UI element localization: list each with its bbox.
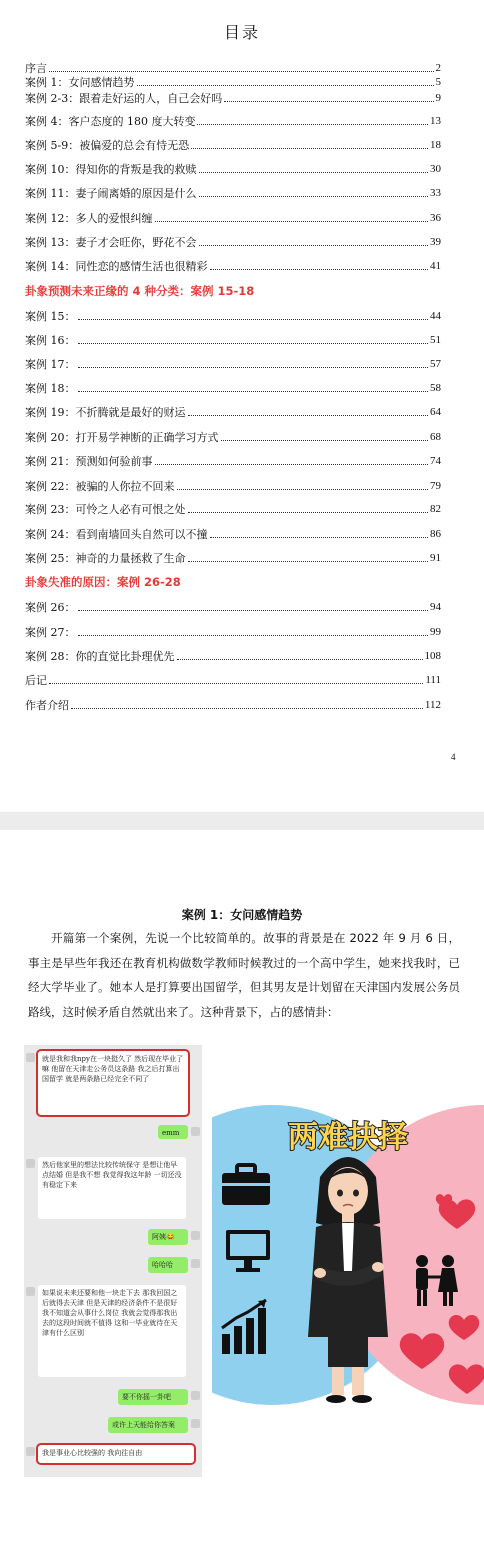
toc-leader-dots — [199, 196, 429, 197]
toc-section-heading[interactable]: 卦象预测未来正缘的 4 种分类：案例 15-18 — [25, 284, 255, 298]
toc-entry[interactable] — [25, 334, 441, 347]
toc-leader-dots — [78, 610, 429, 611]
toc-leader-dots — [78, 319, 429, 320]
toc-entry-label: 案例 12：多人的爱恨纠缠 — [25, 212, 153, 225]
case-page — [0, 830, 484, 1567]
chat-message: 哈哈哈 — [148, 1257, 188, 1273]
chat-message: 阿姨😂 — [148, 1229, 188, 1245]
toc-entry[interactable] — [25, 163, 441, 176]
toc-leader-dots — [177, 489, 429, 490]
toc-entry[interactable] — [25, 236, 441, 249]
toc-leader-dots — [78, 367, 429, 368]
chat-message: 就是我和我npy在一块挺久了 然后现在毕业了嘛 他留在天津走公务员这条路 我之后打算出国留学 就是两条路已经完全不同了 — [38, 1051, 188, 1115]
self-avatar — [191, 1419, 200, 1428]
toc-entry[interactable] — [25, 650, 441, 663]
toc-entry-label: 案例 25：神奇的力量拯救了生命 — [25, 552, 186, 565]
toc-leader-dots — [188, 415, 429, 416]
toc-entry-label: 作者介绍 — [25, 699, 69, 712]
toc-entry[interactable] — [25, 76, 441, 89]
toc-entry[interactable] — [25, 406, 441, 419]
toc-entry-label: 案例 10：得知你的背叛是我的救赎 — [25, 163, 197, 176]
banner-text: 两难抉择 — [288, 1120, 408, 1155]
toc-entry-label: 案例 14：同性恋的感情生活也很精彩 — [25, 260, 208, 273]
toc-leader-dots — [49, 683, 423, 684]
toc-entry[interactable] — [25, 212, 441, 225]
toc-leader-dots — [191, 148, 428, 149]
toc-leader-dots — [221, 440, 429, 441]
dilemma-illustration — [212, 1085, 484, 1425]
chat-message: 要不你摇一卦吧 — [118, 1389, 188, 1405]
toc-entry-page: 74 — [430, 455, 441, 467]
toc-leader-dots — [78, 343, 429, 344]
toc-title: 目录 — [223, 23, 260, 42]
toc-entry-label: 案例 21：预测如何验前事 — [25, 455, 153, 468]
toc-leader-dots — [137, 85, 434, 86]
toc-entry[interactable] — [25, 310, 441, 323]
case-paragraph: 开篇第一个案例，先说一个比较简单的。故事的背景是在 2022 年 9 月 6 日，事主是早些年我还在教育机构做数学教师时候教过的一个高中学生，她来找我时，已经大学毕业了。她本人是打算要出国留学，但其男友是计划留在天津国内发展公务员路线，这时候矛盾自然就出来了。这种背景下，占的感情卦： — [28, 931, 460, 1019]
toc-entry-page: 2 — [435, 62, 441, 74]
toc-entry-page: 51 — [430, 334, 441, 346]
toc-entry[interactable] — [25, 626, 441, 639]
toc-entry-page: 13 — [430, 115, 441, 127]
toc-leader-dots — [155, 464, 429, 465]
toc-leader-dots — [78, 635, 429, 636]
toc-leader-dots — [188, 512, 429, 513]
toc-entry-page: 30 — [430, 163, 441, 175]
self-avatar — [191, 1259, 200, 1268]
toc-entry-label: 案例 1：女问感情趋势 — [25, 76, 135, 89]
toc-entry-label: 案例 4：客户态度的 180 度大转变 — [25, 115, 196, 128]
toc-entry-label: 案例 5-9：被偏爱的总会有恃无恐 — [25, 139, 190, 152]
toc-leader-dots — [197, 124, 428, 125]
toc-entry-label: 案例 15： — [25, 310, 76, 323]
toc-entry[interactable] — [25, 115, 441, 128]
toc-entry-page: 82 — [430, 503, 441, 515]
toc-entry-page: 99 — [430, 626, 441, 638]
self-avatar — [191, 1231, 200, 1240]
toc-entry-page: 36 — [430, 212, 441, 224]
sender-avatar — [26, 1447, 35, 1456]
toc-entry[interactable] — [25, 601, 441, 614]
toc-entry[interactable] — [25, 431, 441, 444]
chat-message: 然后他家里的想法比较传统保守 是想让他早点结婚 但是我不想 我觉得我这年龄 一切还没有稳定下来 — [38, 1157, 186, 1219]
toc-entry-label: 案例 28：你的直觉比卦理优先 — [25, 650, 175, 663]
page-separator — [0, 812, 484, 830]
toc-entry[interactable] — [25, 674, 441, 687]
toc-entry-label: 案例 16： — [25, 334, 76, 347]
toc-entry-label: 案例 11：妻子闹离婚的原因是什么 — [25, 187, 197, 200]
toc-entry[interactable] — [25, 382, 441, 395]
toc-entry-label: 案例 22：被骗的人你拉不回来 — [25, 480, 175, 493]
chat-message: 如果说未来还要和他一块走下去 那我回国之后就得去天津 但是天津的经济条件不是很好 我不知道会从事什么岗位 我就会觉得那我出去的这段时间就不值得 这和一毕业就待在天津有什么区别 — [38, 1285, 186, 1377]
chat-message: emm — [158, 1125, 188, 1139]
toc-entry[interactable] — [25, 480, 441, 493]
sender-avatar — [26, 1287, 35, 1296]
toc-entry[interactable] — [25, 187, 441, 200]
toc-leader-dots — [224, 101, 433, 102]
toc-leader-dots — [199, 172, 429, 173]
toc-entry-page: 33 — [430, 187, 441, 199]
toc-leader-dots — [155, 221, 429, 222]
toc-entry-page: 94 — [430, 601, 441, 613]
toc-entry-page: 86 — [430, 528, 441, 540]
toc-entry-label: 案例 2-3：跟着走好运的人，自己会好吗 — [25, 92, 223, 105]
toc-entry-page: 68 — [430, 431, 441, 443]
toc-entry[interactable] — [25, 552, 441, 565]
toc-entry-label: 序言 — [25, 62, 47, 75]
toc-entry-label: 案例 20：打开易学神断的正确学习方式 — [25, 431, 219, 444]
toc-leader-dots — [78, 391, 429, 392]
toc-entry[interactable] — [25, 92, 441, 105]
toc-leader-dots — [199, 245, 429, 246]
self-avatar — [191, 1127, 200, 1136]
toc-entry-page: 108 — [424, 650, 441, 662]
toc-entry[interactable] — [25, 503, 441, 516]
case-title: 案例 1：女问感情趋势 — [181, 908, 303, 922]
toc-entry-label: 案例 17： — [25, 358, 76, 371]
toc-entry-page: 9 — [435, 92, 441, 104]
toc-entry-page: 111 — [425, 674, 441, 686]
toc-entry-page: 18 — [430, 139, 441, 151]
toc-entry-page: 5 — [435, 76, 441, 88]
toc-leader-dots — [210, 537, 429, 538]
self-avatar — [191, 1391, 200, 1400]
chat-message: 或许上天能给你答案 — [108, 1417, 188, 1433]
toc-section-heading[interactable]: 卦象失准的原因：案例 26-28 — [25, 575, 181, 589]
toc-entry-label: 后记 — [25, 674, 47, 687]
toc-entry-page: 58 — [430, 382, 441, 394]
toc-entry-page: 39 — [430, 236, 441, 248]
toc-entry-page: 57 — [430, 358, 441, 370]
toc-entry-label: 案例 13：妻子才会旺你，野花不会 — [25, 236, 197, 249]
toc-entry-page: 91 — [430, 552, 441, 564]
toc-entry[interactable] — [25, 699, 441, 712]
toc-entry-page: 41 — [430, 260, 441, 272]
toc-entry-page: 64 — [430, 406, 441, 418]
toc-entry[interactable] — [25, 455, 441, 468]
toc-entry-label: 案例 26： — [25, 601, 76, 614]
toc-entry-label: 案例 19：不折腾就是最好的财运 — [25, 406, 186, 419]
toc-leader-dots — [188, 561, 429, 562]
page-number: 4 — [451, 752, 456, 762]
toc-entry-label: 案例 27： — [25, 626, 76, 639]
toc-entry[interactable] — [25, 62, 441, 75]
toc-entry-label: 案例 18： — [25, 382, 76, 395]
chat-message: 我是事业心比较强的 我向往自由 — [38, 1445, 194, 1463]
toc-entry[interactable] — [25, 139, 441, 152]
sender-avatar — [26, 1159, 35, 1168]
toc-entry[interactable] — [25, 260, 441, 273]
toc-entry-label: 案例 24：看到南墙回头自然可以不撞 — [25, 528, 208, 541]
toc-leader-dots — [210, 269, 429, 270]
toc-leader-dots — [71, 708, 423, 709]
toc-entry-page: 112 — [424, 699, 441, 711]
toc-entry[interactable] — [25, 358, 441, 371]
toc-entry-label: 案例 23：可怜之人必有可恨之处 — [25, 503, 186, 516]
toc-leader-dots — [177, 659, 423, 660]
toc-entry-page: 79 — [430, 480, 441, 492]
toc-leader-dots — [49, 71, 434, 72]
sender-avatar — [26, 1053, 35, 1062]
chat-screenshot — [24, 1045, 202, 1477]
toc-entry[interactable] — [25, 528, 441, 541]
toc-entry-page: 44 — [430, 310, 441, 322]
